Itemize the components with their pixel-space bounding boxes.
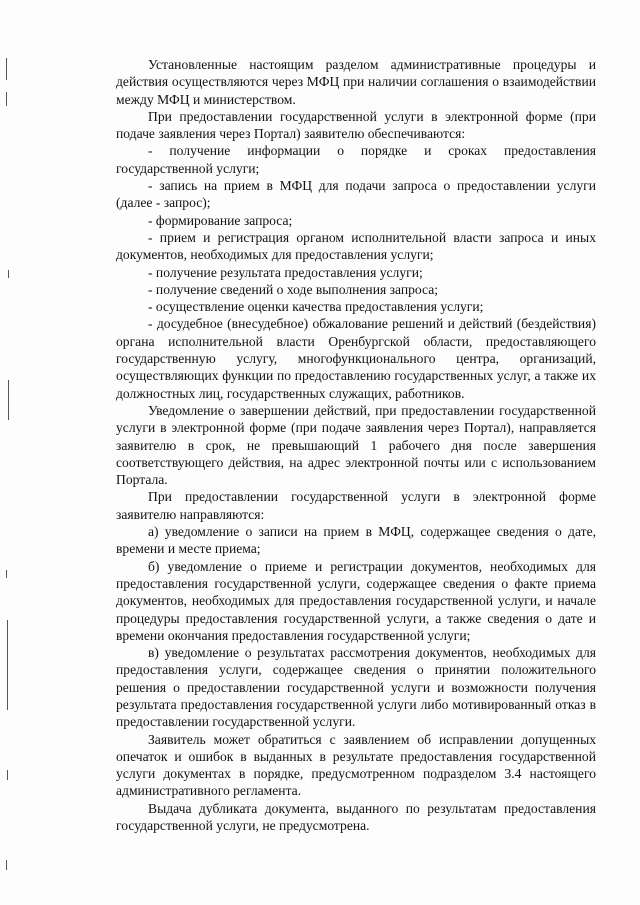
- paragraph: Установленные настоящим разделом административные процедуры и действия осуществляются через МФЦ при наличии соглашения о взаимодействии между МФЦ и министерством.: [116, 57, 596, 107]
- scan-mark: [6, 92, 7, 106]
- list-item: в) уведомление о результатах рассмотрения документов, необходимых для предоставления услуги, содержащее сведения о принятии положительного решения о предоставлении государственной услуги и возможности получения результата предоставления государственной услуги либо мотивированный отказ в предоставлении государственной услуги.: [116, 645, 596, 730]
- list-item: - получение результата предоставления услуги;: [148, 264, 423, 280]
- paragraph: Выдача дубликата документа, выданного по результатам предоставления государственной услуги, не предусмотрена.: [116, 800, 596, 834]
- scan-mark: [8, 380, 9, 420]
- list-item: - получение информации о порядке и сроках предоставления государственной услуги;: [116, 143, 596, 176]
- list-item: - осуществление оценки качества предоставления услуги;: [148, 299, 484, 315]
- scan-mark: [6, 58, 7, 80]
- document-body: [116, 56, 596, 834]
- list-item: - досудебное (внесудебное) обжалование решений и действий (бездействия) органа исполнительной власти Оренбургской области, предоставляющего государственную услугу, многофункционального центра, организаций, осуществляющих функции по предоставлению государственных услуг, а также их должностных лиц, государственных служащих, работников.: [116, 316, 596, 401]
- paragraph: При предоставлении государственной услуги в электронной форме заявителю направляются:: [116, 489, 596, 522]
- scan-mark: [6, 860, 7, 870]
- list-item: - получение сведений о ходе выполнения запроса;: [148, 281, 439, 297]
- scan-mark: [7, 620, 8, 710]
- list-item: - запись на прием в МФЦ для подачи запроса о предоставлении услуги (далее - запрос);: [116, 178, 596, 211]
- paragraph: При предоставлении государственной услуги в электронной форме (при подаче заявления через Портал) заявителю обеспечиваются:: [116, 108, 596, 142]
- list-item: б) уведомление о приеме и регистрации документов, необходимых для предоставления государственной услуги, содержащее сведения о факте приема документов, необходимых для предоставления государственной услуги, и начале процедуры предоставления государственной услуги, а также сведения о дате и времени окончания предоставления государственной услуги;: [116, 558, 596, 643]
- list-item: - прием и регистрация органом исполнительной власти запроса и иных документов, необходимых для предоставления услуги;: [116, 229, 596, 263]
- scan-mark: [6, 570, 7, 578]
- scan-mark: [7, 770, 8, 780]
- list-item: - формирование запроса;: [148, 212, 293, 228]
- scan-mark: [8, 270, 9, 278]
- paragraph: Уведомление о завершении действий, при предоставлении государственной услуги в электронной форме (при подаче заявления через Портал), направляется заявителю в срок, не превышающий 1 рабочего дня после завершения соответствующего действия, на адрес электронной почты или с использованием Портала.: [116, 402, 596, 488]
- paragraph: Заявитель может обратиться с заявлением об исправлении допущенных опечаток и ошибок в выданных в результате предоставления государственной услуги документах в порядке, предусмотренном подразделом 3.4 настоящего административного регламента.: [116, 731, 596, 799]
- list-item: а) уведомление о записи на прием в МФЦ, содержащее сведения о дате, времени и месте приема;: [116, 524, 596, 557]
